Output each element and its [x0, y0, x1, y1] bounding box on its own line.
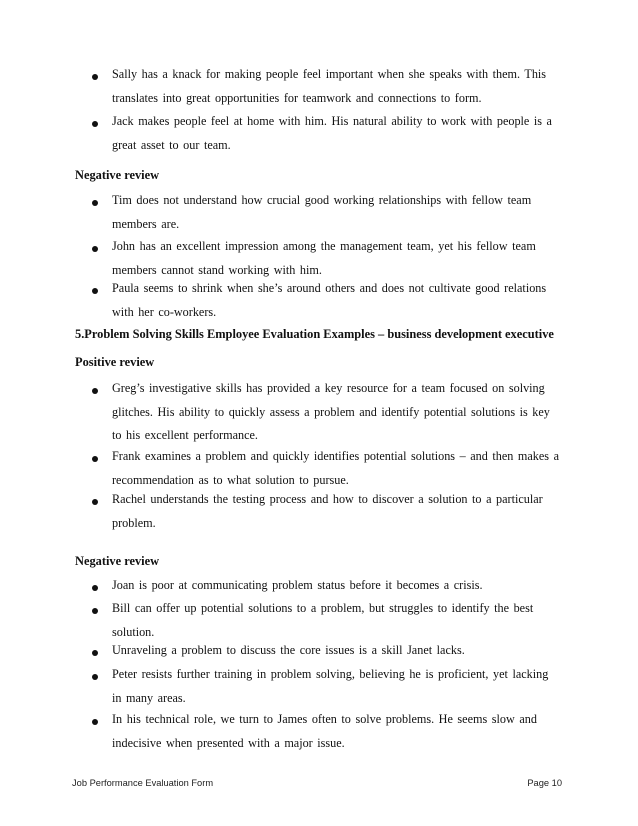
list-item-text: Jack makes people feel at home with him. His natural ability to work with people is a great asset to our team.	[112, 114, 552, 152]
bullet-icon	[92, 246, 98, 252]
footer-title: Job Performance Evaluation Form	[72, 778, 214, 788]
list-item-text: Unraveling a problem to discuss the core issues is a skill Janet lacks.	[112, 643, 465, 657]
bullet-icon	[92, 608, 98, 614]
list-item-text: Frank examines a problem and quickly identifies potential solutions – and then makes a recommendation as to what solution to pursue.	[112, 449, 559, 487]
list-item-text: Paula seems to shrink when she’s around others and does not cultivate good relations with her co-workers.	[112, 281, 547, 319]
bullet-icon	[92, 456, 98, 462]
bullet-icon	[92, 674, 98, 680]
list-item-text: John has an excellent impression among the management team, yet his fellow team members cannot stand working with him.	[112, 239, 536, 277]
section-heading: 5.Problem Solving Skills Employee Evaluation Examples – business development executive	[75, 327, 554, 341]
bullet-icon	[92, 74, 98, 80]
bullet-icon	[92, 499, 98, 505]
list-item-text: Peter resists further training in problem solving, believing he is proficient, yet lacking in many areas.	[112, 667, 549, 705]
page-number: Page 10	[527, 778, 562, 788]
bullet-icon	[92, 719, 98, 725]
list-item-text: Joan is poor at communicating problem status before it becomes a crisis.	[112, 578, 483, 592]
list-item-text: Sally has a knack for making people feel important when she speaks with them. This translates into great opportunities for teamwork and connections to form.	[112, 67, 547, 105]
list-item-text: In his technical role, we turn to James often to solve problems. He seems slow and indecisive when presented with a major issue.	[112, 712, 537, 750]
list-item-text: Bill can offer up potential solutions to a problem, but struggles to identify the best solution.	[112, 601, 534, 639]
bullet-icon	[92, 121, 98, 127]
list-item-text: Rachel understands the testing process and how to discover a solution to a particular problem.	[112, 492, 543, 530]
bullet-icon	[92, 200, 98, 206]
bullet-icon	[92, 650, 98, 656]
bullet-icon	[92, 585, 98, 591]
list-item-text: Tim does not understand how crucial good working relationships with fellow team members are.	[112, 193, 532, 231]
negative-review-heading: Negative review	[75, 554, 160, 568]
negative-review-heading: Negative review	[75, 168, 160, 182]
list-item-text: Greg’s investigative skills has provided a key resource for a team focused on solving glitches. His ability to quickly assess a problem and identify potential solutions is key to his excellent performance.	[112, 381, 550, 442]
bullet-icon	[92, 288, 98, 294]
bullet-icon	[92, 388, 98, 394]
positive-review-heading: Positive review	[75, 355, 155, 369]
